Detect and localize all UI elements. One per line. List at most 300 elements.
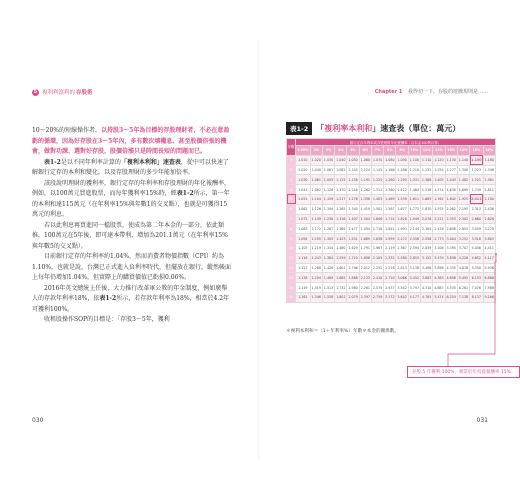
table-cell: 4.887	[433, 283, 445, 293]
table-cell: 1.323	[470, 165, 483, 175]
table-cell: 2.100	[483, 194, 496, 204]
table-cell: 2.332	[384, 253, 396, 263]
text-run: 收租股操作SOP的目標是：「存股3～5年，獲利	[44, 316, 170, 323]
table-cell: 1.344	[322, 243, 334, 253]
rate-header: 16%	[483, 146, 496, 156]
table-cell: 1.094	[296, 234, 311, 244]
table-cell: 1.811	[483, 185, 496, 195]
table-cell: 3.066	[396, 273, 408, 283]
right-page	[260, 0, 520, 500]
table-cell: 2.937	[384, 283, 396, 293]
table-cell: 2.172	[396, 234, 408, 244]
year-header: 15	[287, 292, 296, 302]
table-cell: 1.412	[396, 185, 408, 195]
table-cell: 2.144	[408, 224, 420, 234]
rate-header: 4%	[335, 146, 347, 156]
table-cell: 1.126	[322, 185, 334, 195]
table-cell: 1.630	[445, 185, 457, 195]
table-cell: 2.252	[371, 263, 383, 273]
table-cell: 2.305	[421, 224, 433, 234]
table-cell: 3.395	[445, 243, 457, 253]
table-cell: 1.010	[296, 155, 311, 165]
table-cell: 1.772	[408, 204, 420, 214]
table-cell: 2.159	[384, 243, 396, 253]
text-run: 所示，第一年的本利和達115萬元（在年利率15%與年數1的交叉點），也就是可獲得15萬元的利息。	[32, 190, 230, 218]
table-cell: 1.105	[296, 243, 311, 253]
table-cell: 1.594	[359, 224, 371, 234]
section-number-badge: 5	[33, 88, 38, 95]
table-cell: 1.083	[296, 224, 311, 234]
table-cell: 1.225	[371, 175, 383, 185]
paragraph	[32, 284, 232, 316]
table-cell: 2.826	[483, 214, 496, 224]
table-cell: 1.407	[347, 214, 359, 224]
table-cell: 2.853	[457, 224, 469, 234]
table-cell: 3.452	[408, 273, 420, 283]
table-cell: 1.170	[335, 185, 347, 195]
table-cell: 1.260	[384, 175, 396, 185]
chapter-title: 我得切一下，存股的遊戲規則是……	[407, 89, 488, 95]
table-cell: 6.153	[470, 273, 483, 283]
rate-header: 1.00%	[296, 146, 311, 156]
table-cell: 1.040	[310, 165, 322, 175]
section-header-highlight: 存股術	[76, 90, 93, 96]
table-cell: 1.838	[371, 234, 383, 244]
table-cell: 2.773	[433, 234, 445, 244]
table-cell: 2.579	[371, 283, 383, 293]
table-cell: 1.130	[445, 155, 457, 165]
table-cell: 1.898	[359, 253, 371, 263]
table-cell: 1.051	[296, 194, 311, 204]
table-cell: 1.346	[483, 165, 496, 175]
table-cell: 1.140	[457, 155, 469, 165]
page-number-right: 031	[476, 417, 488, 424]
table-cell: 2.011	[470, 194, 483, 204]
text-run: 所示，若存款年利率為18%，相當於4.2年可獲利100%。	[32, 295, 230, 313]
year-header: 6	[287, 204, 296, 214]
callout-box: 存股 5 年獲利 100%，相當於年投資報酬率 15%。	[407, 366, 520, 378]
table-cell: 1.062	[296, 204, 311, 214]
text-run: 目前銀行定存的年利率約1.04%，然而消費者物價指數（CPI）約為1.10%，也就是說，台灣已正式進入負利率時代，但擺放在銀行，縱然帳面上每年仍增加1.04%，但實際上的購買價值已虧損0.06%。	[32, 253, 232, 281]
table-cell: 1.082	[310, 185, 322, 195]
table-cell: 3.138	[408, 263, 420, 273]
table-cell: 3.836	[445, 253, 457, 263]
table-cell: 1.606	[371, 214, 383, 224]
table-cell: 2.397	[359, 292, 371, 302]
table-cell: 1.469	[384, 194, 396, 204]
table-cell: 1.082	[335, 165, 347, 175]
table-cell: 1.710	[347, 253, 359, 263]
table-cell: 1.601	[335, 263, 347, 273]
text-run: 10～20%的短線操作者，	[32, 127, 101, 134]
table-cell: 1.195	[310, 234, 322, 244]
rate-header: 3%	[322, 146, 334, 156]
table-cell: 4.310	[421, 283, 433, 293]
table-cell: 2.502	[457, 214, 469, 224]
table-cell: 1.368	[421, 175, 433, 185]
table-cell: 1.851	[384, 224, 396, 234]
table-cell: 7.076	[470, 283, 483, 293]
year-header: 2	[287, 165, 296, 175]
year-header: 7	[287, 214, 296, 224]
table-cell: 1.423	[335, 234, 347, 244]
table-cell: 1.267	[322, 224, 334, 234]
table-cell: 3.278	[483, 224, 496, 234]
table-cell: 1.232	[421, 165, 433, 175]
table-cell: 1.791	[359, 243, 371, 253]
rate-header: 12%	[433, 146, 445, 156]
rate-header: 8%	[384, 146, 396, 156]
table-cell: 1.346	[310, 292, 322, 302]
table-cell: 1.501	[371, 204, 383, 214]
table-cell: 1.369	[335, 224, 347, 234]
table-caption: 銀行定存年利率或存股理財年化報酬率（以本金100萬計算）	[296, 139, 496, 146]
table-cell: 1.504	[359, 214, 371, 224]
rate-header: 13%	[445, 146, 457, 156]
table-cell: 1.166	[384, 165, 396, 175]
table-cell: 2.133	[359, 273, 371, 283]
table-cell: 6.261	[457, 283, 469, 293]
year-header: 10	[287, 243, 296, 253]
table-cell: 4.177	[408, 292, 420, 302]
table-cell: 1.718	[371, 224, 383, 234]
text-run: 該段說明理財的獲利率，銀行定存的年利率和存股理財的年化報酬率，例如，以100萬元買進股票，而每年獲利率15%時，經	[32, 179, 231, 197]
table-cell: 1.124	[359, 165, 371, 175]
table-cell: 1.796	[347, 263, 359, 273]
table-cell: 1.191	[359, 175, 371, 185]
table-cell: 1.469	[322, 273, 334, 283]
table-cell: 1.103	[347, 165, 359, 175]
table-cell: 1.311	[371, 185, 383, 195]
table-cell: 2.076	[421, 214, 433, 224]
rate-header: 10%	[408, 146, 420, 156]
table-cell: 1.561	[483, 175, 496, 185]
table-cell: 4.898	[445, 273, 457, 283]
text-run: 表1-2	[176, 190, 194, 197]
table-cell: 1.030	[322, 155, 334, 165]
paragraph	[32, 158, 232, 179]
paragraph	[32, 315, 232, 326]
year-header: 5	[287, 194, 296, 204]
table-cell: 1.300	[457, 165, 469, 175]
table-cell: 1.277	[445, 165, 457, 175]
table-title-rest: 」速查表（單位：萬元）	[372, 124, 461, 133]
table-cell: 1.886	[347, 273, 359, 283]
page-number-left: 030	[32, 417, 44, 424]
table-cell: 3.518	[470, 234, 483, 244]
table-cell: 1.020	[296, 165, 311, 175]
table-cell: 1.020	[310, 155, 322, 165]
table-cell: 1.340	[347, 204, 359, 214]
text-run: 表1-2	[99, 295, 117, 302]
table-cell: 2.195	[457, 204, 469, 214]
table-cell: 1.210	[408, 165, 420, 175]
paragraph	[32, 126, 232, 158]
text-run: 2016年英文總統上任後，大力推行改革軍公教的年金制度，例如廣舉人的存款年利率18%，依	[32, 284, 228, 302]
table-footnote: ＊複利本利和＝（1＋年利率%）年數＊本金的關係數。	[286, 329, 399, 334]
table-cell: 3.479	[433, 253, 445, 263]
table-cell: 1.689	[457, 185, 469, 195]
table-cell: 4.818	[457, 263, 469, 273]
table-cell: 1.967	[371, 243, 383, 253]
table-cell: 2.436	[483, 204, 496, 214]
year-header: 4	[287, 185, 296, 195]
text-run: 若以此利息再買進同一檔股票，使成為第二年本金的一部分，依此類推，100萬元在5年後，即可達本帶利，增加為201.1萬元（在年利率15%與年數5的交叉點）。	[32, 221, 228, 250]
table-cell: 1.949	[408, 214, 420, 224]
year-header: 9	[287, 234, 296, 244]
table-cell: 1.685	[421, 194, 433, 204]
table-cell: 1.268	[310, 263, 322, 273]
table-cell: 1.120	[433, 155, 445, 165]
table-cell: 6.886	[483, 273, 496, 283]
table-cell: 1.149	[310, 214, 322, 224]
table-cell: 2.594	[408, 243, 420, 253]
table-cell: 2.012	[359, 263, 371, 273]
table-cell: 1.513	[322, 283, 334, 293]
table-cell: 2.720	[384, 273, 396, 283]
table-cell: 1.749	[470, 185, 483, 195]
table-cell: 5.474	[433, 292, 445, 302]
rate-header: 14%	[457, 146, 469, 156]
table-cell: 1.464	[408, 185, 420, 195]
table-cell: 4.411	[483, 243, 496, 253]
text-run: 以持股3～5年為目標的存股理財者，不必在意盈虧的循環，因為好存股在3～5年內，多有數次填權息、甚至股價倍張的機會，做對功課、選對好存股，股價倍漲只是時間長短的問題而已。	[32, 127, 230, 155]
table-cell: 1.331	[408, 175, 420, 185]
table-cell: 4.652	[470, 253, 483, 263]
table-cell: 1.403	[371, 194, 383, 204]
table-cell: 1.126	[310, 204, 322, 214]
table-cell: 1.116	[296, 253, 311, 263]
table-cell: 1.110	[421, 155, 433, 165]
table-cell: 2.358	[408, 234, 420, 244]
table-cell: 1.443	[445, 175, 457, 185]
table-cell: 2.658	[445, 224, 457, 234]
corner-cell: 年數	[287, 139, 296, 156]
table-cell: 1.974	[433, 204, 445, 214]
table-cell: 5.117	[483, 253, 496, 263]
table-cell: 1.587	[384, 204, 396, 214]
table-cell: 1.999	[384, 234, 396, 244]
table-cell: 2.105	[371, 253, 383, 263]
table-cell: 1.150	[470, 155, 483, 165]
table-cell: 1.360	[384, 185, 396, 195]
table-cell: 6.254	[445, 292, 457, 302]
year-header: 11	[287, 253, 296, 263]
table-cell: 2.660	[470, 214, 483, 224]
text-run: 是以不同年利率計算的	[60, 158, 121, 166]
table-cell: 1.125	[335, 175, 347, 185]
table-cell: 1.149	[296, 283, 311, 293]
table-cell: 4.363	[433, 273, 445, 283]
table-cell: 1.419	[359, 204, 371, 214]
table-cell: 1.611	[408, 194, 420, 204]
table-cell: 3.252	[457, 234, 469, 244]
table-cell: 3.059	[470, 224, 483, 234]
table-cell: 2.558	[421, 234, 433, 244]
table-cell: 2.813	[396, 263, 408, 273]
table-cell: 1.216	[347, 185, 359, 195]
table-cell: 1.677	[396, 204, 408, 214]
table-cell: 1.539	[335, 253, 347, 263]
table-title-open-quote: 「	[316, 124, 325, 133]
table-cell: 1.188	[396, 165, 408, 175]
paragraph	[32, 179, 232, 221]
table-cell: 3.152	[421, 253, 433, 263]
table-cell: 1.127	[296, 263, 311, 273]
table-cell: 1.262	[359, 185, 371, 195]
table-cell: 1.243	[310, 253, 322, 263]
table-cell: 4.335	[445, 263, 457, 273]
table-cell: 2.082	[445, 204, 457, 214]
rate-header: 2%	[310, 146, 322, 156]
table-cell: 1.539	[396, 194, 408, 204]
body-text	[32, 126, 232, 326]
table-cell: 1.384	[322, 253, 334, 263]
table-cell: 1.061	[310, 175, 322, 185]
table-cell: 1.665	[335, 273, 347, 283]
table-cell: 2.759	[371, 292, 383, 302]
table-cell: 1.061	[322, 165, 334, 175]
table-badge: 表1-2	[286, 122, 312, 135]
table-cell: 2.211	[433, 214, 445, 224]
table-cell: 1.093	[322, 175, 334, 185]
section-header-prefix: 複利利滾利的	[42, 90, 76, 96]
table-cell: 5.936	[483, 263, 496, 273]
year-header: 13	[287, 273, 296, 283]
text-run: 表1-2	[44, 158, 61, 166]
rate-header: 15%	[470, 146, 483, 156]
table-cell: 1.159	[322, 194, 334, 204]
table-cell: 1.518	[421, 185, 433, 195]
table-cell: 1.732	[335, 283, 347, 293]
table-cell: 1.714	[384, 214, 396, 224]
table-cell: 1.219	[310, 243, 322, 253]
table-cell: 3.707	[457, 243, 469, 253]
table-cell: 1.050	[347, 155, 359, 165]
table-cell: 1.480	[335, 243, 347, 253]
table-cell: 2.853	[408, 253, 420, 263]
table-cell: 1.405	[433, 175, 445, 185]
table-cell: 1.104	[310, 194, 322, 204]
paragraph	[32, 221, 232, 253]
table-cell: 1.762	[433, 194, 445, 204]
rate-header: 9%	[396, 146, 408, 156]
table-cell: 1.265	[335, 204, 347, 214]
table-cell: 1.521	[470, 175, 483, 185]
text-run: ，從中可以快速了解銀行定存的本利和變化，以及存股理財的多少年能加倍率。	[32, 158, 229, 176]
year-header: 3	[287, 175, 296, 185]
table-cell: 2.580	[396, 253, 408, 263]
table-cell: 7.138	[457, 292, 469, 302]
table-cell: 5.492	[457, 273, 469, 283]
table-cell: 1.870	[421, 204, 433, 214]
table-cell: 8.137	[470, 292, 483, 302]
table-cell: 1.801	[335, 292, 347, 302]
table-cell: 1.060	[359, 155, 371, 165]
rate-header: 6%	[359, 146, 371, 156]
table-cell: 1.172	[310, 224, 322, 234]
year-header: 8	[287, 224, 296, 234]
table-cell: 3.896	[433, 263, 445, 273]
table-cell: 3.106	[433, 243, 445, 253]
table-cell: 3.172	[384, 292, 396, 302]
table-cell: 1.254	[433, 165, 445, 175]
table-cell: 3.797	[408, 283, 420, 293]
table-cell: 9.266	[483, 292, 496, 302]
table-cell: 1.993	[396, 224, 408, 234]
table-cell: 2.518	[384, 263, 396, 273]
table-cell: 2.261	[359, 283, 371, 293]
callout-connector	[260, 0, 520, 500]
table-cell: 5.350	[470, 263, 483, 273]
table-cell: 1.305	[322, 234, 334, 244]
table-cell: 4.785	[421, 292, 433, 302]
table-cell: 1.194	[322, 204, 334, 214]
chapter-label: Chapter 1	[374, 89, 403, 95]
table-cell: 4.226	[457, 253, 469, 263]
table-cell: 1.160	[483, 155, 496, 165]
table-cell: 1.072	[296, 214, 311, 224]
table-cell: 1.080	[384, 155, 396, 165]
table-cell: 1.980	[347, 283, 359, 293]
table-cell: 1.030	[296, 175, 311, 185]
table-cell: 1.295	[396, 175, 408, 185]
table-cell: 7.988	[483, 283, 496, 293]
year-header: 12	[287, 263, 296, 273]
table-cell: 1.041	[296, 185, 311, 195]
table-cell: 1.842	[445, 194, 457, 204]
table-cell: 1.217	[335, 194, 347, 204]
table-cell: 4.046	[470, 243, 483, 253]
rate-header: 7%	[371, 146, 383, 156]
table-cell: 1.294	[310, 273, 322, 283]
table-cell: 3.883	[421, 273, 433, 283]
table-cell: 1.482	[457, 175, 469, 185]
table-cell: 1.338	[359, 194, 371, 204]
table-cell: 1.574	[433, 185, 445, 195]
table-cell: 1.689	[359, 234, 371, 244]
table-cell: 3.642	[396, 292, 408, 302]
table-cell: 1.161	[296, 292, 311, 302]
table-cell: 1.100	[408, 155, 420, 165]
table-cell: 2.313	[470, 204, 483, 214]
rate-header: 11%	[421, 146, 433, 156]
table-cell: 3.803	[483, 234, 496, 244]
table-cell: 1.558	[322, 292, 334, 302]
table-cell: 1.319	[310, 283, 322, 293]
year-header: 14	[287, 283, 296, 293]
table-cell: 1.138	[296, 273, 311, 283]
table-cell: 2.367	[396, 243, 408, 253]
table-cell: 3.004	[445, 234, 457, 244]
table-title-highlight: 複利率本利和	[324, 124, 373, 133]
text-run: 「複利本利和」速查表	[120, 158, 181, 166]
table-cell: 3.342	[396, 283, 408, 293]
table-cell: 2.353	[445, 214, 457, 224]
table-cell: 2.079	[347, 292, 359, 302]
table-cell: 5.535	[445, 283, 457, 293]
table-cell: 1.477	[347, 224, 359, 234]
table-cell: 2.476	[433, 224, 445, 234]
table-cell: 2.410	[371, 273, 383, 283]
table-cell: 1.925	[457, 194, 469, 204]
table-cell: 2.839	[421, 243, 433, 253]
paragraph	[32, 252, 232, 284]
table-cell: 1.090	[396, 155, 408, 165]
table-cell: 1.551	[347, 234, 359, 244]
table-cell: 1.629	[347, 243, 359, 253]
table-cell: 1.145	[371, 165, 383, 175]
